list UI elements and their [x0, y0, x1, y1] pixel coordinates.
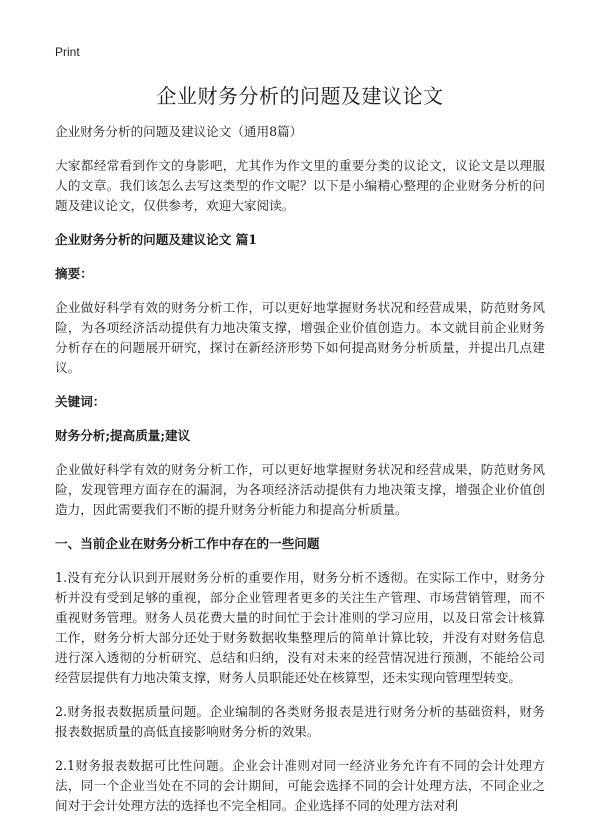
abstract-text: 企业做好科学有效的财务分析工作，可以更好地掌握财务状况和经营成果，防范财务风险，为各项经济活动提供有力地决策支撑，增强企业价值创造力。本文就目前企业财务分析存在的问题展开研究，探讨在新经济形势下如何提高财务分析质量，并提出几点建议。	[55, 300, 545, 375]
page-title: 企业财务分析的问题及建议论文	[156, 84, 444, 108]
problem-item-1: 1.没有充分认识到开展财务分析的重要作用，财务分析不透彻。在实际工作中，财务分析并没有受到足够的重视，部分企业管理者更多的关注生产管理、市场营销管理，而不重视财务管理。财务人员花费大量的时间忙于会计准则的学习应用，以及日常会计核算工作，财务分析大部分还处于财务数据收集整理后的简单计算比较，并没有对财务信息进行深入透彻的分析研究、总结和归纳，没有对未来的经营情况进行预测，不能给公司经营层提供有力地决策支撑，财务人员职能还处在核算型，还未实现向管理型转变。	[55, 570, 545, 685]
abstract-label: 摘要：	[55, 266, 93, 281]
body-paragraph: 企业做好科学有效的财务分析工作，可以更好地掌握财务状况和经营成果，防范财务风险，发现管理方面存在的漏洞，为各项经济活动提供有力地决策支撑，增强企业价值创造力，因此需要我们不断的提升财务分析能力和提高分析质量。	[55, 462, 545, 517]
article-subtitle: 企业财务分析的问题及建议论文（通用8篇）	[55, 124, 303, 139]
problem-item-2-1: 2.1财务报表数据可比性问题。企业会计准则对同一经济业务允许有不同的会计处理方法，同一个企业当处在不同的会计期间，可能会选择不同的会计处理方法，不同企业之间对于会计处理方法的选择也不完全相同。企业选择不同的处理方法对利	[55, 758, 545, 813]
print-link[interactable]: Print	[55, 45, 80, 59]
section-heading: 企业财务分析的问题及建议论文 篇1	[55, 232, 258, 247]
problem-item-2: 2.财务报表数据质量问题。企业编制的各类财务报表是进行财务分析的基础资料，财务报表数据质量的高低直接影响财务分析的效果。	[55, 704, 545, 739]
article-body	[55, 122, 545, 813]
keywords-label: 关键词：	[55, 394, 106, 409]
heading-problems: 一、当前企业在财务分析工作中存在的一些问题	[55, 536, 320, 551]
intro-paragraph: 大家都经常看到作文的身影吧，尤其作为作文里的重要分类的议论文，议论文是以理服人的文章。我们该怎么去写这类型的作文呢？以下是小编精心整理的企业财务分析的问题及建议论文，仅供参考，欢迎大家阅读。	[55, 158, 545, 213]
keywords-text: 财务分析;提高质量;建议	[55, 428, 191, 443]
